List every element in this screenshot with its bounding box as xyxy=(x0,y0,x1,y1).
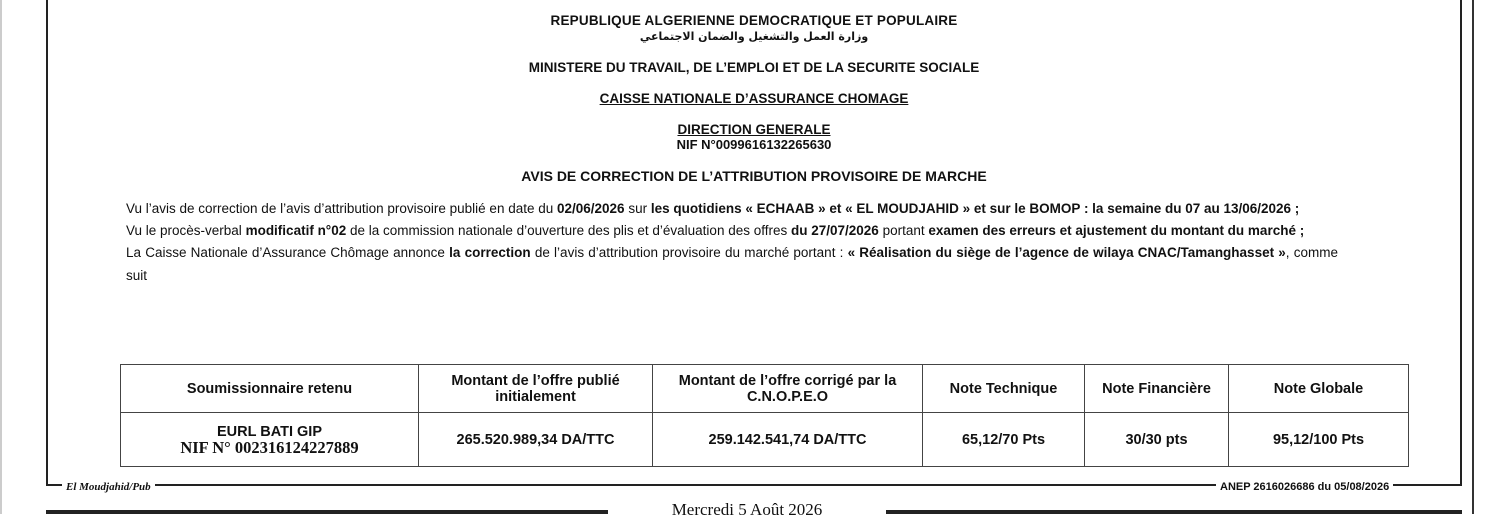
date: du 27/07/2026 xyxy=(791,223,879,239)
footer-rule-left xyxy=(46,510,608,514)
text: Vu l’avis de correction de l’avis d’attribution provisoire publié en date du xyxy=(126,201,557,216)
cell-technical-score: 65,12/70 Pts xyxy=(923,413,1085,467)
text: portant xyxy=(878,223,929,239)
col-header-corrected-amount: Montant de l’offre corrigé par la C.N.O.P.E.O xyxy=(653,365,923,413)
company-nif: NIF N° 002316124227889 xyxy=(180,437,359,457)
paragraph-reference xyxy=(126,198,1338,220)
column-rule xyxy=(1472,0,1474,514)
cell-financial-score: 30/30 pts xyxy=(1085,413,1229,467)
col-header-global-score: Note Globale xyxy=(1229,365,1409,413)
col-header-bidder: Soumissionnaire retenu xyxy=(121,365,419,413)
republic-heading: REPUBLIQUE ALGERIENNE DEMOCRATIQUE ET POPULAIRE xyxy=(550,13,958,28)
agency-heading: CAISSE NATIONALE D’ASSURANCE CHOMAGE xyxy=(599,91,909,106)
date: 02/06/2026 xyxy=(557,201,625,216)
direction-heading: DIRECTION GENERALE xyxy=(677,122,831,137)
award-table xyxy=(120,364,1409,467)
table-header-row xyxy=(121,365,1409,413)
publication-ref: les quotidiens « ECHAAB » et « EL MOUDJAHID » et sur le BOMOP : la semaine du 07 au 13/06/2026 ; xyxy=(650,201,1300,216)
notice-title: AVIS DE CORRECTION DE L’ATTRIBUTION PROVISOIRE DE MARCHE xyxy=(521,168,987,184)
cell-global-score: 95,12/100 Pts xyxy=(1229,413,1409,467)
paragraph-minutes xyxy=(126,220,1338,242)
col-header-technical-score: Note Technique xyxy=(923,365,1085,413)
cell-initial-amount: 265.520.989,34 DA/TTC xyxy=(419,413,653,467)
ministry-heading: MINISTERE DU TRAVAIL, DE L’EMPLOI ET DE LA SECURITE SOCIALE xyxy=(528,60,980,75)
text: sur xyxy=(624,201,651,216)
minutes-ref: modificatif n°02 xyxy=(245,223,347,239)
table-row xyxy=(121,413,1409,467)
project-title: « Réalisation du siège de l’agence de wilaya CNAC/Tamanghasset » xyxy=(847,245,1286,261)
notice-body xyxy=(126,198,1338,287)
paragraph-announcement xyxy=(126,242,1338,286)
agency-nif: NIF N°0099616132265630 xyxy=(676,137,832,152)
page-edge-rule xyxy=(0,0,2,514)
col-header-financial-score: Note Financière xyxy=(1085,365,1229,413)
text: , comme suit xyxy=(126,245,1339,283)
company-name: EURL BATI GIP xyxy=(217,423,322,440)
text: de la commission nationale d’ouverture des plis et d’évaluation des offres xyxy=(346,223,791,239)
text: La Caisse Nationale d’Assurance Chômage annonce xyxy=(126,245,450,261)
text: de l’avis d’attribution provisoire du marché portant : xyxy=(530,245,848,261)
subject: examen des erreurs et ajustement du montant du marché ; xyxy=(928,223,1305,239)
correction-label: la correction xyxy=(449,245,531,261)
issue-date: Mercredi 5 Août 2026 xyxy=(671,500,823,519)
ministry-arabic-heading: وزارة العمل والتشغيل والضمان الاجتماعي xyxy=(639,30,869,43)
footer-rule-right xyxy=(886,510,1462,514)
col-header-initial-amount: Montant de l’offre publié initialement xyxy=(419,365,653,413)
anep-reference: ANEP 2616026686 du 05/08/2026 xyxy=(1216,481,1393,493)
cell-bidder xyxy=(121,413,419,467)
publication-source: El Moudjahid/Pub xyxy=(62,481,155,493)
cell-corrected-amount: 259.142.541,74 DA/TTC xyxy=(653,413,923,467)
text: Vu le procès-verbal xyxy=(126,223,246,239)
